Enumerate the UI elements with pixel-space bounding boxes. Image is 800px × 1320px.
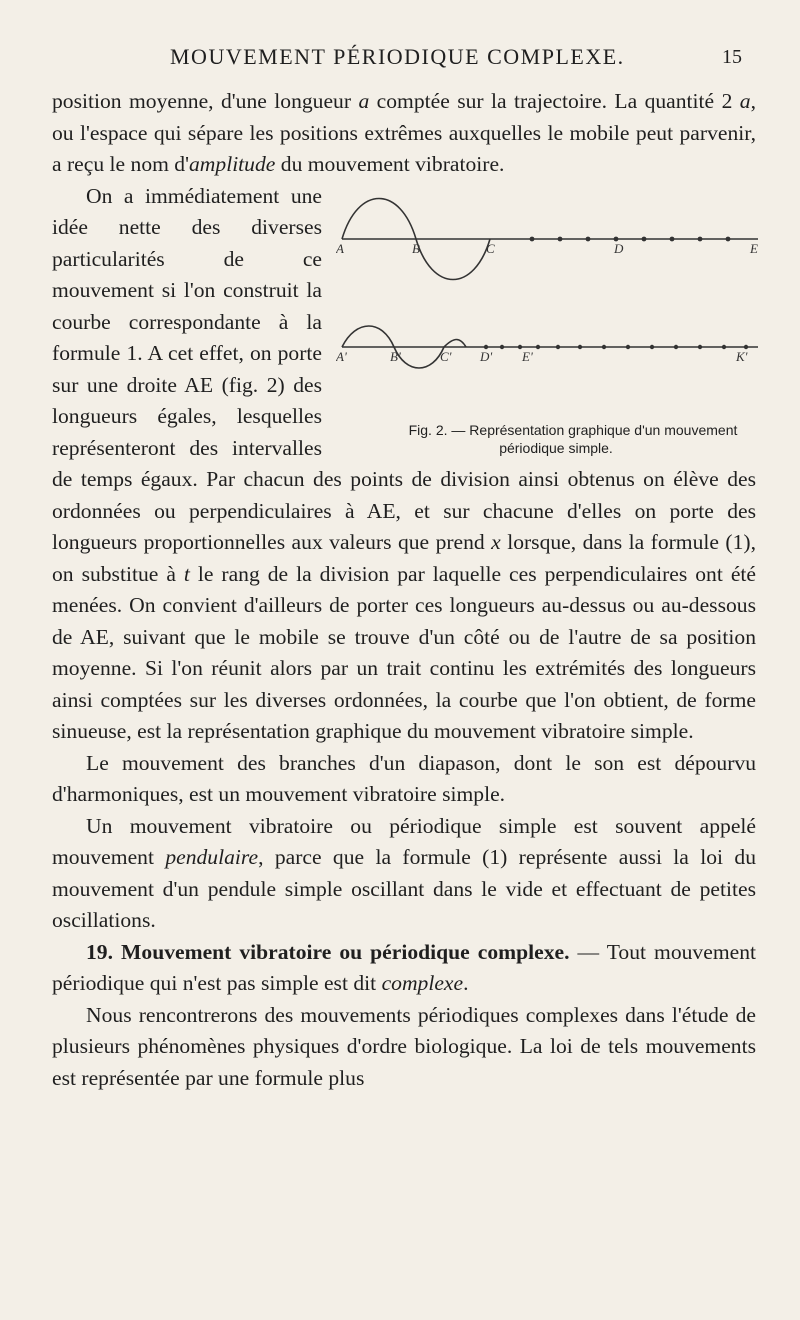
text-run: Un mouvement vibratoire ou périodique simple est souvent appelé mouvement bbox=[52, 813, 756, 869]
page-header bbox=[0, 44, 800, 84]
running-head: MOUVEMENT PÉRIODIQUE COMPLEXE. bbox=[170, 44, 625, 69]
text-run: — Tout mouvement périodique qui n'est pas simple est dit bbox=[52, 939, 756, 995]
term-amplitude: amplitude bbox=[189, 152, 276, 176]
variable-x: x bbox=[491, 530, 501, 554]
label-a: A bbox=[336, 240, 344, 256]
label-b: B bbox=[412, 240, 420, 256]
label-e: E bbox=[750, 240, 758, 256]
term-complexe: complexe bbox=[381, 971, 464, 995]
text-run: . bbox=[463, 971, 469, 995]
variable-a: a bbox=[358, 89, 370, 113]
label-a-prime: A' bbox=[336, 348, 347, 364]
label-b-prime: B' bbox=[390, 348, 401, 364]
label-e-prime: E' bbox=[522, 348, 533, 364]
paragraph-pendulaire bbox=[52, 811, 756, 937]
text-run: position moyenne, d'une longueur bbox=[52, 89, 359, 113]
text-run: , ou l'espace qui sépare les positions extrêmes auxquelles le mobile peut parvenir, a reçu le nom d' bbox=[52, 89, 756, 176]
section-title: 19. Mouvement vibratoire ou périodique complexe. bbox=[86, 939, 570, 964]
figure-2 bbox=[336, 187, 764, 459]
text-run: du mouvement vibratoire. bbox=[275, 152, 505, 176]
text-run: lorsque, dans la formule (1), on substitue à bbox=[52, 530, 756, 586]
label-d: D bbox=[614, 240, 624, 256]
text-run: , parce que la formule (1) représente aussi la loi du mouvement d'un pendule simple oscillant dans le vide et effectuant de petites oscillations. bbox=[52, 845, 756, 932]
paragraph-diapason: Le mouvement des branches d'un diapason, dont le son est dépourvu d'harmoniques, est un mouvement vibratoire simple. bbox=[52, 750, 756, 806]
label-k-prime: K' bbox=[736, 348, 748, 364]
body-text bbox=[52, 86, 756, 1094]
lower-simple-wave bbox=[342, 326, 758, 368]
text-run: le rang de la division par laquelle ces perpendiculaires ont été menées. On convient d'ailleurs de porter ces longueurs au-dessus ou au-dessous de AE, suivant que le mobile se trouve d'un côté ou de l'autre de sa position moyenne. Si l'on réunit alors par un trait continu les extrémités des longueurs ainsi comptées sur les diverses ordonnées, la courbe que l'on obtient, de forme sinueuse, est la représentation graphique du mouvement vibratoire simple. bbox=[52, 561, 756, 743]
paragraph-biologique: Nous rencontrerons des mouvements périodiques complexes dans l'étude de plusieurs phénomènes physiques d'ordre biologique. La loi de tels mouvements est représentée par une formule plus bbox=[52, 1002, 756, 1090]
label-c-prime: C' bbox=[440, 348, 452, 364]
variable-a: a bbox=[739, 89, 751, 113]
text-run: On a immédiatement une idée nette des diverses particularités de ce mouvement si l'on construit la courbe correspondante à la formule 1. A cet effet, on porte sur une droite AE (fig. 2) des longueurs égales, lesquelles représenteront des intervalles de temps égaux. Par chacun des points de division ainsi obtenus on élève des ordonnées ou perpendiculaires à AE, et sur chacune d'elles on porte des longueurs proportionnelles aux valeurs que prend bbox=[52, 183, 756, 554]
label-c: C bbox=[486, 240, 495, 256]
section-19 bbox=[52, 937, 756, 1000]
variable-t: t bbox=[183, 561, 190, 586]
term-pendulaire: pendulaire bbox=[165, 845, 259, 869]
figure-2-diagram bbox=[336, 187, 764, 419]
figure-caption: Fig. 2. — Représentation graphique d'un mouvement périodique simple. bbox=[408, 421, 738, 456]
label-d-prime: D' bbox=[480, 348, 493, 364]
upper-simple-wave bbox=[342, 198, 758, 279]
paragraph-amplitude bbox=[52, 86, 756, 181]
text-run: comptée sur la trajectoire. La quantité 2 bbox=[369, 89, 740, 113]
page-number: 15 bbox=[722, 46, 742, 68]
paragraph-construction bbox=[52, 181, 756, 748]
